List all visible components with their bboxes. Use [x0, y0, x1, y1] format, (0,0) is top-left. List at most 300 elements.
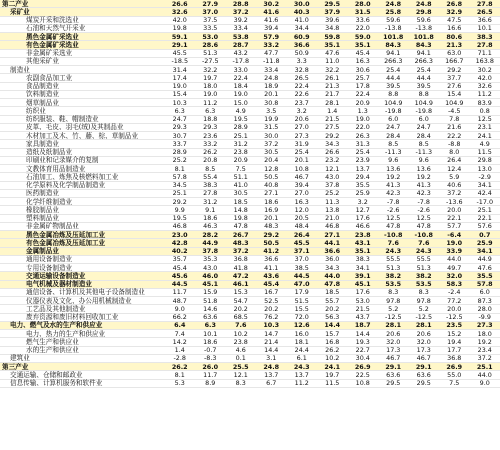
- cell-value: 12.1: [325, 164, 340, 173]
- cell-value: 16.0: [294, 329, 309, 338]
- cell-value: 32.8: [294, 65, 309, 74]
- cell-value: 12.5: [416, 214, 431, 223]
- cell-value: 0.7: [479, 230, 491, 239]
- cell-value: 47.8: [324, 280, 341, 289]
- cell-value: 25.2: [172, 156, 187, 165]
- cell-value: 39.4: [294, 181, 309, 190]
- cell-value: -10.8: [414, 230, 433, 239]
- cell-value: 6.0: [388, 115, 399, 124]
- cell-value: 41.2: [263, 247, 280, 256]
- cell-value: 44.5: [293, 271, 310, 280]
- cell-value: -10.8: [384, 230, 403, 239]
- cell-value: 266.3: [384, 57, 403, 66]
- cell-value: 34.4: [294, 24, 309, 33]
- row-label: 化学纤维制造业: [26, 197, 73, 206]
- cell-value: 19.8: [172, 24, 187, 33]
- row-label: 建筑业: [10, 354, 30, 363]
- cell-value: -2.6: [387, 205, 400, 214]
- cell-value: 37.1: [293, 247, 310, 256]
- cell-value: 34.1: [355, 263, 370, 272]
- cell-value: 29.2: [263, 230, 280, 239]
- cell-value: -17.8: [232, 57, 250, 66]
- cell-value: 22.4: [355, 90, 370, 99]
- cell-value: 23.9: [355, 156, 370, 165]
- cell-value: 30.5: [264, 148, 279, 157]
- cell-value: 6.3: [174, 106, 185, 115]
- cell-value: 27.0: [294, 189, 309, 198]
- cell-value: 46.7: [294, 172, 309, 181]
- cell-value: 24.1: [477, 131, 492, 140]
- cell-value: 166.7: [445, 57, 464, 66]
- cell-value: 45.1: [202, 280, 219, 289]
- cell-value: 7.4: [174, 329, 185, 338]
- cell-value: 23.6: [203, 131, 218, 140]
- cell-value: 29.5: [416, 379, 431, 388]
- cell-value: 71.1: [477, 49, 492, 58]
- cell-value: 26.1: [325, 73, 340, 82]
- cell-value: 51.1: [233, 172, 248, 181]
- cell-value: -11.3: [415, 148, 433, 157]
- cell-value: 20.1: [294, 156, 309, 165]
- cell-value: 20.9: [233, 156, 248, 165]
- cell-value: 47.2: [232, 271, 249, 280]
- cell-value: 14.7: [264, 329, 279, 338]
- cell-value: 25.9: [476, 238, 493, 247]
- row-label: 燃气生产和供应业: [26, 337, 79, 346]
- cell-value: 30.4: [355, 354, 370, 363]
- cell-value: 97.8: [416, 296, 431, 305]
- cell-value: -8.3: [204, 354, 217, 363]
- cell-value: 35.5: [476, 271, 493, 280]
- cell-value: 50.5: [264, 172, 279, 181]
- row-label: 饮料制造业: [26, 90, 59, 99]
- cell-value: 29.1: [171, 40, 188, 49]
- cell-value: 37.5: [203, 16, 218, 25]
- cell-value: 36.6: [264, 255, 279, 264]
- cell-value: 55.0: [447, 370, 462, 379]
- row-label: 非金属矿采选业: [26, 49, 73, 58]
- cell-value: 10.1: [477, 24, 492, 33]
- cell-value: 19.9: [264, 115, 279, 124]
- cell-value: 1.3: [357, 106, 368, 115]
- cell-value: 40.3: [293, 7, 310, 16]
- cell-value: 37.2: [232, 7, 249, 16]
- cell-value: 33.2: [263, 40, 280, 49]
- cell-value: 63.6: [416, 370, 431, 379]
- cell-value: 26.9: [446, 362, 463, 371]
- row-label: 非金属矿物制品业: [26, 222, 79, 231]
- cell-value: 47.6: [477, 263, 492, 272]
- cell-value: 29.3: [172, 123, 187, 132]
- cell-value: 21.5: [355, 304, 370, 313]
- row-label: 电气机械及器材制造业: [26, 280, 92, 289]
- cell-value: 44.5: [171, 280, 188, 289]
- cell-value: 38.3: [476, 32, 493, 41]
- cell-value: 19.3: [355, 337, 370, 346]
- row-label: 第二产业: [2, 0, 29, 8]
- cell-value: 1.4: [327, 106, 338, 115]
- cell-value: 39.4: [264, 24, 279, 33]
- cell-value: -17.0: [476, 197, 494, 206]
- cell-value: 266.3: [414, 57, 433, 66]
- cell-value: 0.1: [235, 354, 246, 363]
- cell-value: 19.0: [446, 238, 463, 247]
- cell-value: 3.5: [266, 106, 277, 115]
- cell-value: 44.0: [324, 271, 341, 280]
- cell-value: 44.0: [477, 370, 492, 379]
- cell-value: 77.2: [447, 296, 462, 305]
- cell-value: 32.2: [325, 65, 340, 74]
- cell-value: 33.2: [203, 139, 218, 148]
- cell-value: 29.3: [203, 123, 218, 132]
- cell-value: 8.3: [235, 379, 246, 388]
- cell-value: 36.6: [477, 16, 492, 25]
- cell-value: 8.5: [205, 164, 216, 173]
- cell-value: 24.4: [294, 346, 309, 355]
- cell-value: 26.5: [476, 7, 493, 16]
- row-label: 文教体育用品制造业: [26, 164, 86, 173]
- cell-value: 45.6: [171, 271, 188, 280]
- cell-value: 18.6: [264, 197, 279, 206]
- cell-value: 12.8: [264, 164, 279, 173]
- row-label: 水的生产和供应业: [26, 346, 79, 355]
- row-label: 电力、热力的生产和供应业: [26, 329, 106, 338]
- cell-value: 68.5: [233, 313, 248, 322]
- cell-value: 45.5: [293, 238, 310, 247]
- cell-value: 33.5: [203, 24, 218, 33]
- cell-value: 24.7: [416, 123, 431, 132]
- cell-value: 11.2: [477, 90, 492, 99]
- cell-value: 26.3: [355, 131, 370, 140]
- cell-value: 27.0: [294, 123, 309, 132]
- cell-value: 7.5: [449, 379, 460, 388]
- cell-value: 53.0: [355, 296, 370, 305]
- cell-value: 43.0: [325, 172, 340, 181]
- cell-value: 83.9: [477, 98, 492, 107]
- cell-value: 53.0: [202, 32, 219, 41]
- cell-value: 45.4: [263, 280, 280, 289]
- cell-value: 28.6: [202, 40, 219, 49]
- cell-value: 11.3: [325, 197, 340, 206]
- cell-value: 5.2: [418, 304, 429, 313]
- cell-value: 18.0: [203, 82, 218, 91]
- cell-value: 14.4: [264, 346, 279, 355]
- cell-value: 28.8: [232, 0, 249, 8]
- cell-value: 47.7: [264, 49, 279, 58]
- row-label: 黑色金属矿采选业: [26, 32, 79, 41]
- cell-value: 7.6: [418, 238, 430, 247]
- cell-value: 59.8: [324, 32, 341, 41]
- cell-value: 52.5: [264, 296, 279, 305]
- cell-value: 23.4: [477, 346, 492, 355]
- cell-value: 44.4: [416, 73, 431, 82]
- row-label: 食品制造业: [26, 82, 59, 91]
- cell-value: 6.1: [296, 354, 307, 363]
- cell-value: 10.3: [263, 321, 280, 330]
- row-label: 工艺品及其他制造业: [26, 304, 86, 313]
- cell-value: 39.2: [233, 16, 248, 25]
- cell-value: 29.1: [385, 362, 402, 371]
- cell-value: 11.0: [325, 57, 340, 66]
- cell-value: 8.8: [388, 90, 399, 99]
- cell-value: 30.7: [172, 131, 187, 140]
- cell-value: 7.5: [235, 164, 246, 173]
- cell-value: 4.6: [235, 346, 246, 355]
- cell-value: 16.6: [447, 24, 462, 33]
- cell-value: 0.8: [479, 106, 490, 115]
- cell-value: 26.6: [325, 148, 340, 157]
- cell-value: 36.8: [447, 354, 462, 363]
- row-label: 通信设备、计算机及其他电子设备制造业: [26, 288, 145, 297]
- cell-value: 41.6: [264, 16, 279, 25]
- cell-value: 23.8: [233, 148, 248, 157]
- cell-value: 18.9: [264, 82, 279, 91]
- cell-value: 24.3: [415, 247, 432, 256]
- cell-value: 3.2: [296, 106, 307, 115]
- cell-value: 22.0: [355, 123, 370, 132]
- cell-value: -4.5: [448, 106, 461, 115]
- cell-value: 25.4: [355, 148, 370, 157]
- cell-value: 25.2: [325, 189, 340, 198]
- cell-value: -2.6: [417, 205, 430, 214]
- cell-value: 24.8: [385, 0, 402, 8]
- cell-value: 11.2: [294, 379, 309, 388]
- cell-value: -9.9: [478, 313, 491, 322]
- cell-value: 15.2: [447, 329, 462, 338]
- cell-value: 36.8: [233, 255, 248, 264]
- cell-value: 14.6: [203, 304, 218, 313]
- cell-value: 9.9: [174, 205, 185, 214]
- cell-value: 33.6: [355, 16, 370, 25]
- cell-value: 9.6: [388, 156, 399, 165]
- cell-value: 10.8: [294, 164, 309, 173]
- cell-value: 7.6: [387, 238, 399, 247]
- cell-value: 20.0: [447, 304, 462, 313]
- cell-value: 20.6: [416, 329, 431, 338]
- row-label: 印刷业和记录媒介的复制: [26, 156, 99, 165]
- cell-value: 37.9: [324, 7, 341, 16]
- cell-value: 6.4: [174, 321, 186, 330]
- cell-value: 25.5: [232, 362, 249, 371]
- cell-value: 24.1: [324, 362, 341, 371]
- row-label: 其他采矿业: [26, 57, 59, 66]
- cell-value: 21.3: [446, 40, 463, 49]
- cell-value: 59.0: [354, 32, 371, 41]
- cell-value: 35.7: [172, 255, 187, 264]
- cell-value: 43.6: [263, 271, 280, 280]
- cell-value: 18.7: [354, 321, 371, 330]
- cell-value: 46.7: [416, 354, 431, 363]
- cell-value: 30.0: [264, 131, 279, 140]
- cell-value: 44.0: [447, 255, 462, 264]
- cell-value: 31.2: [203, 197, 218, 206]
- cell-value: 33.4: [233, 24, 248, 33]
- cell-value: 47.8: [233, 222, 248, 231]
- row-label: 煤炭开采和洗选业: [26, 16, 79, 25]
- cell-value: 28.0: [477, 304, 492, 313]
- cell-value: 16.3: [355, 57, 370, 66]
- cell-value: 94.1: [416, 49, 431, 58]
- cell-value: 41.0: [233, 181, 248, 190]
- cell-value: 20.1: [264, 214, 279, 223]
- cell-value: 23.8: [233, 337, 248, 346]
- cell-value: -27.5: [201, 57, 219, 66]
- cell-value: -18.5: [171, 57, 189, 66]
- row-label: 橡胶制品业: [26, 205, 59, 214]
- cell-value: 7.6: [235, 321, 247, 330]
- cell-value: 32.0: [416, 337, 431, 346]
- cell-value: 24.8: [263, 362, 280, 371]
- cell-value: 9.0: [174, 304, 185, 313]
- cell-value: 16.7: [264, 288, 279, 297]
- cell-value: 19.5: [233, 115, 248, 124]
- cell-value: 28.2: [202, 230, 219, 239]
- cell-value: 24.8: [415, 0, 432, 8]
- cell-value: 21.4: [264, 337, 279, 346]
- cell-value: 30.5: [233, 189, 248, 198]
- cell-value: 8.8: [418, 90, 429, 99]
- cell-value: 42.3: [416, 189, 431, 198]
- cell-value: 12.6: [293, 321, 310, 330]
- cell-value: 47.6: [325, 49, 340, 58]
- cell-value: -0.7: [204, 346, 217, 355]
- cell-value: 34.1: [477, 181, 492, 190]
- cell-value: 38.3: [355, 255, 370, 264]
- row-label: 交通运输、仓储和邮政业: [10, 370, 83, 379]
- cell-value: 31.5: [354, 7, 371, 16]
- cell-value: 45.4: [172, 263, 187, 272]
- cell-value: 11.7: [172, 288, 187, 297]
- cell-value: 18.1: [294, 337, 309, 346]
- cell-value: 23.1: [477, 123, 492, 132]
- cell-value: 37.2: [477, 354, 492, 363]
- cell-value: 27.8: [476, 0, 493, 8]
- cell-value: -11.3: [384, 148, 402, 157]
- cell-value: 15.4: [447, 90, 462, 99]
- row-label: 制造业: [10, 65, 30, 74]
- cell-value: 42.8: [171, 238, 188, 247]
- cell-value: 24.3: [385, 247, 402, 256]
- cell-value: -2.4: [448, 288, 461, 297]
- cell-value: 40.8: [264, 181, 279, 190]
- cell-value: 19.0: [203, 90, 218, 99]
- cell-value: 101.8: [413, 32, 434, 41]
- cell-value: 44.1: [324, 238, 341, 247]
- cell-value: 63.0: [447, 49, 462, 58]
- cell-value: 42.0: [477, 73, 492, 82]
- cell-value: 23.5: [446, 321, 463, 330]
- cell-value: 19.8: [233, 214, 248, 223]
- cell-value: 16.9: [264, 205, 279, 214]
- cell-value: 53.8: [232, 32, 249, 41]
- cell-value: 13.7: [294, 370, 309, 379]
- cell-value: 37.8: [202, 247, 219, 256]
- row-label: 石油和天然气开采业: [26, 24, 86, 33]
- cell-value: 49.7: [447, 263, 462, 272]
- cell-value: 27.3: [294, 131, 309, 140]
- cell-value: 26.2: [325, 346, 340, 355]
- row-label: 采矿业: [10, 7, 30, 16]
- cell-value: 6.0: [479, 288, 490, 297]
- cell-value: 48.4: [294, 222, 309, 231]
- cell-value: 19.0: [355, 115, 370, 124]
- cell-value: 23.0: [171, 230, 188, 239]
- cell-value: 13.7: [355, 164, 370, 173]
- cell-value: 39.5: [416, 82, 431, 91]
- cell-value: 19.0: [172, 82, 187, 91]
- cell-value: 35.5: [355, 181, 370, 190]
- cell-value: 11.5: [325, 379, 340, 388]
- cell-value: 12.5: [386, 214, 401, 223]
- cell-value: 8.3: [418, 288, 429, 297]
- cell-value: 25.1: [477, 205, 492, 214]
- cell-value: 34.5: [172, 181, 187, 190]
- cell-value: 33.9: [446, 247, 463, 256]
- cell-value: 51.8: [203, 296, 218, 305]
- cell-value: 59.1: [171, 32, 188, 41]
- cell-value: 18.8: [203, 115, 218, 124]
- cell-value: 35.3: [203, 255, 218, 264]
- cell-value: 46.7: [386, 354, 401, 363]
- table-row: [0, 380, 500, 388]
- cell-value: 43.1: [354, 238, 371, 247]
- cell-value: 27.8: [476, 40, 493, 49]
- cell-value: 9.6: [418, 156, 429, 165]
- cell-value: 31.2: [233, 139, 248, 148]
- cell-value: 80.6: [446, 32, 463, 41]
- cell-value: 29.5: [386, 379, 401, 388]
- cell-value: 17.3: [386, 346, 401, 355]
- row-label: 塑料制品业: [26, 214, 59, 223]
- cell-value: 27.1: [324, 230, 341, 239]
- cell-value: 42.0: [172, 16, 187, 25]
- cell-value: 29.2: [172, 197, 187, 206]
- cell-value: 29.8: [477, 156, 492, 165]
- cell-value: 51.5: [294, 296, 309, 305]
- cell-value: 50.9: [294, 49, 309, 58]
- cell-value: 29.2: [325, 131, 340, 140]
- row-label: 有色金属冶炼及压延加工业: [26, 238, 106, 247]
- cell-value: 12.5: [477, 115, 492, 124]
- cell-value: 25.1: [172, 189, 187, 198]
- cell-value: 43.2: [233, 49, 248, 58]
- cell-value: 45.5: [172, 49, 187, 58]
- cell-value: 8.1: [174, 370, 185, 379]
- cell-value: 26.5: [294, 73, 309, 82]
- cell-value: 3.1: [266, 354, 277, 363]
- cell-value: 104.9: [414, 98, 433, 107]
- row-label: 木材加工及木、竹、藤、棕、草制品业: [26, 131, 139, 140]
- cell-value: 37.7: [447, 73, 462, 82]
- cell-value: 44.9: [202, 238, 219, 247]
- cell-value: 17.3: [416, 346, 431, 355]
- cell-value: 48.3: [264, 222, 279, 231]
- cell-value: 47.0: [293, 280, 310, 289]
- cell-value: 51.3: [416, 263, 431, 272]
- cell-value: 45.1: [354, 280, 371, 289]
- cell-value: 20.9: [355, 98, 370, 107]
- cell-value: 27.3: [476, 321, 493, 330]
- row-label: 家具制造业: [26, 139, 59, 148]
- cell-value: 14.4: [324, 321, 341, 330]
- cell-value: 84.3: [385, 40, 402, 49]
- cell-value: 19.5: [172, 214, 187, 223]
- cell-value: 15.0: [233, 98, 248, 107]
- cell-value: 22.7: [355, 346, 370, 355]
- cell-value: 29.5: [324, 0, 341, 8]
- cell-value: -19.8: [384, 106, 402, 115]
- cell-value: 8.5: [388, 139, 399, 148]
